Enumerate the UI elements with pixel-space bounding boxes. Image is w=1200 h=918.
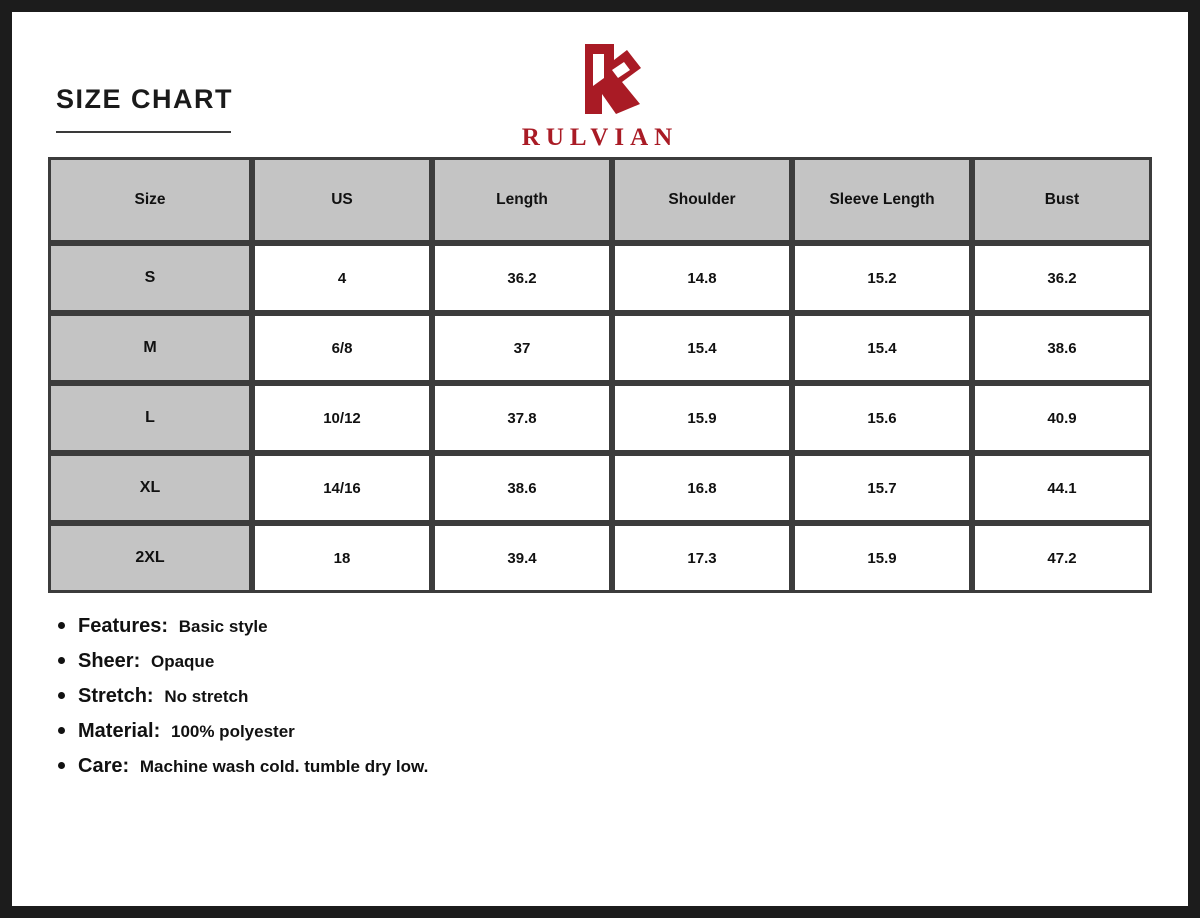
cell-length: 37 [432, 313, 612, 383]
cell-size: L [48, 383, 252, 453]
column-header-sleeve-length: Sleeve Length [792, 157, 972, 243]
cell-us: 6/8 [252, 313, 432, 383]
cell-shoulder: 14.8 [612, 243, 792, 313]
brand-name: RULVIAN [521, 124, 679, 151]
cell-length: 38.6 [432, 453, 612, 523]
list-item [56, 685, 1188, 707]
cell-sleeve-length: 15.4 [792, 313, 972, 383]
product-details-list [56, 615, 1188, 777]
cell-bust: 40.9 [972, 383, 1152, 453]
cell-bust: 44.1 [972, 453, 1152, 523]
brand-block [12, 40, 1188, 152]
cell-sleeve-length: 15.9 [792, 523, 972, 593]
detail-label-care: Care: [78, 755, 130, 777]
list-item [56, 755, 1188, 777]
column-header-shoulder: Shoulder [612, 157, 792, 243]
cell-us: 10/12 [252, 383, 432, 453]
cell-bust: 36.2 [972, 243, 1152, 313]
cell-bust: 38.6 [972, 313, 1152, 383]
cell-sleeve-length: 15.2 [792, 243, 972, 313]
detail-value-sheer: Opaque [150, 652, 215, 671]
size-chart-table [48, 157, 1152, 593]
detail-label-sheer: Sheer: [78, 650, 141, 672]
column-header-bust: Bust [972, 157, 1152, 243]
detail-label-material: Material: [78, 720, 161, 742]
table-row [48, 243, 1152, 313]
cell-size: XL [48, 453, 252, 523]
cell-sleeve-length: 15.7 [792, 453, 972, 523]
cell-shoulder: 17.3 [612, 523, 792, 593]
table-row [48, 313, 1152, 383]
cell-length: 37.8 [432, 383, 612, 453]
table-row [48, 523, 1152, 593]
detail-value-features: Basic style [178, 617, 268, 636]
column-header-us: US [252, 157, 432, 243]
page-title: SIZE CHART [56, 84, 233, 114]
cell-sleeve-length: 15.6 [792, 383, 972, 453]
detail-label-stretch: Stretch: [78, 685, 154, 707]
cell-bust: 47.2 [972, 523, 1152, 593]
header [12, 12, 1188, 157]
cell-shoulder: 15.4 [612, 313, 792, 383]
cell-length: 36.2 [432, 243, 612, 313]
column-header-length: Length [432, 157, 612, 243]
cell-size: S [48, 243, 252, 313]
cell-us: 4 [252, 243, 432, 313]
table-header-row [48, 157, 1152, 243]
detail-value-material: 100% polyester [170, 722, 295, 741]
list-item [56, 650, 1188, 672]
list-item [56, 615, 1188, 637]
cell-size: M [48, 313, 252, 383]
cell-us: 18 [252, 523, 432, 593]
list-item [56, 720, 1188, 742]
cell-shoulder: 15.9 [612, 383, 792, 453]
table-row [48, 453, 1152, 523]
cell-size: 2XL [48, 523, 252, 593]
detail-value-stretch: No stretch [164, 687, 249, 706]
rulvian-r-monogram-icon [552, 40, 648, 118]
size-chart-sheet [9, 9, 1191, 909]
detail-label-features: Features: [78, 615, 169, 637]
table-row [48, 383, 1152, 453]
column-header-size: Size [48, 157, 252, 243]
cell-length: 39.4 [432, 523, 612, 593]
detail-value-care: Machine wash cold. tumble dry low. [139, 757, 429, 776]
cell-shoulder: 16.8 [612, 453, 792, 523]
cell-us: 14/16 [252, 453, 432, 523]
